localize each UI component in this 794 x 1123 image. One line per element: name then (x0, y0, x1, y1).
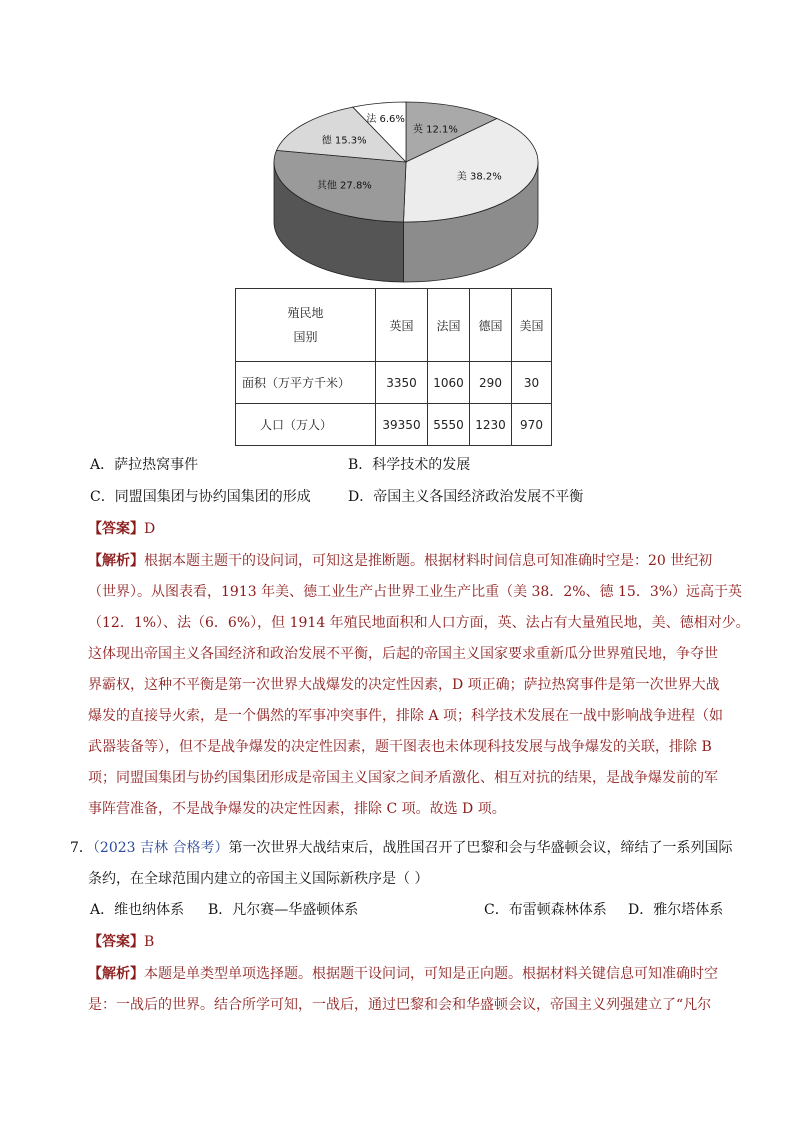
analysis-tag: 【解析】 (88, 553, 144, 569)
q6-option-c[interactable]: C．同盟国集团与协约国集团的形成 (90, 489, 311, 505)
table-cell: 970 (512, 404, 552, 446)
analysis-text: 本题是单类型单项选择题。根据题干设问词，可知是正向题。根据材料关键信息可知准确时空 (144, 966, 718, 982)
q6-analysis-line (88, 551, 712, 571)
q6-analysis-line: 事阵营准备，不是战争爆发的决定性因素，排除 C 项。故选 D 项。 (88, 801, 506, 817)
q6-answer (88, 519, 155, 539)
q6-analysis-line: 武器装备等），但不是战争爆发的决定性因素，题干图表也未体现科技发展与战争爆发的关联，排除 B (88, 739, 712, 755)
q7-option-d[interactable]: D．雅尔塔体系 (628, 902, 724, 918)
pie-label-德: 德 15.3% (321, 135, 367, 147)
q6-analysis-line: 项；同盟国集团与协约国集团形成是帝国主义国家之间矛盾激化、相互对抗的结果，是战争爆发前的军 (88, 770, 718, 786)
pie-label-美: 美 38.2% (456, 171, 502, 183)
q7-stem (70, 838, 732, 858)
q7-option-b[interactable]: B．凡尔赛—华盛顿体系 (208, 902, 359, 918)
q6-analysis-line: （12．1%）、法（6．6%），但 1914 年殖民地面积和人口方面，英、法占有大量殖民地，美、德相对少。 (88, 615, 750, 631)
analysis-tag: 【解析】 (88, 966, 144, 982)
column-header: 德国 (470, 289, 512, 362)
q6-analysis-line: 这体现出帝国主义各国经济和政治发展不平衡，后起的帝国主义国家要求重新瓜分世界殖民地，争夺世 (88, 646, 718, 662)
column-header: 法国 (428, 289, 470, 362)
table-cell: 290 (470, 362, 512, 404)
colony-table (235, 288, 552, 446)
question-number: 7． (70, 840, 93, 856)
table-cell: 1230 (470, 404, 512, 446)
q7-analysis-line (88, 964, 718, 984)
answer-value: B (144, 934, 155, 950)
table-cell: 39350 (376, 404, 428, 446)
table-cell: 30 (512, 362, 552, 404)
row-label: 人口（万人） (236, 404, 376, 446)
table-row (236, 404, 552, 446)
answer-tag: 【答案】 (88, 521, 144, 537)
table-cell: 3350 (376, 362, 428, 404)
question-source: （2023 吉林 合格考） (92, 840, 229, 856)
table-row (236, 362, 552, 404)
q7-option-c[interactable]: C．布雷顿森林体系 (484, 902, 607, 918)
pie-chart-top (274, 102, 538, 222)
question-text: 第一次世界大战结束后，战胜国召开了巴黎和会与华盛顿会议，缔结了一系列国际 (228, 840, 733, 856)
q6-option-b[interactable]: B．科学技术的发展 (348, 457, 471, 473)
table-cell: 5550 (428, 404, 470, 446)
q7-stem-line2: 条约，在全球范围内建立的帝国主义国际新秩序是（ ） (88, 871, 429, 887)
column-header: 英国 (376, 289, 428, 362)
q6-analysis-line: 爆发的直接导火索，是一个偶然的军事冲突事件，排除 A 项；科学技术发展在一战中影响战争进程（如 (88, 708, 724, 724)
analysis-text: 根据本题主题干的设问词，可知这是推断题。根据材料时间信息可知准确时空是：20 世纪初 (144, 553, 713, 569)
table-cell: 1060 (428, 362, 470, 404)
q6-analysis-line: （世界）。从图表看，1913 年美、德工业生产占世界工业生产比重（美 38．2%、德 15．3%）远高于英 (88, 584, 743, 600)
q7-option-a[interactable]: A．维也纳体系 (90, 902, 185, 918)
q6-option-d[interactable]: D．帝国主义各国经济政治发展不平衡 (348, 489, 584, 505)
q7-analysis-line: 是：一战后的世界。结合所学可知，一战后，通过巴黎和会和华盛顿会议，帝国主义列强建立了“凡尔 (88, 997, 712, 1013)
pie-label-其他: 其他 27.8% (316, 180, 372, 192)
table-header-diagonal-cell (236, 289, 376, 362)
header-top-label: 殖民地 (287, 306, 324, 320)
q6-option-a[interactable]: A．萨拉热窝事件 (90, 457, 199, 473)
q7-answer (88, 932, 154, 952)
pie-label-英: 英 12.1% (412, 124, 458, 136)
pie-chart (272, 98, 562, 283)
q6-analysis-line: 界霸权，这种不平衡是第一次世界大战爆发的决定性因素，D 项正确；萨拉热窝事件是第一次世界大战 (88, 677, 720, 693)
answer-tag: 【答案】 (88, 934, 144, 950)
pie-label-法: 法 6.6% (366, 113, 405, 125)
row-label: 面积（万平方千米） (236, 362, 376, 404)
column-header: 美国 (512, 289, 552, 362)
header-bottom-label: 国别 (293, 330, 318, 344)
answer-value: D (144, 521, 156, 537)
